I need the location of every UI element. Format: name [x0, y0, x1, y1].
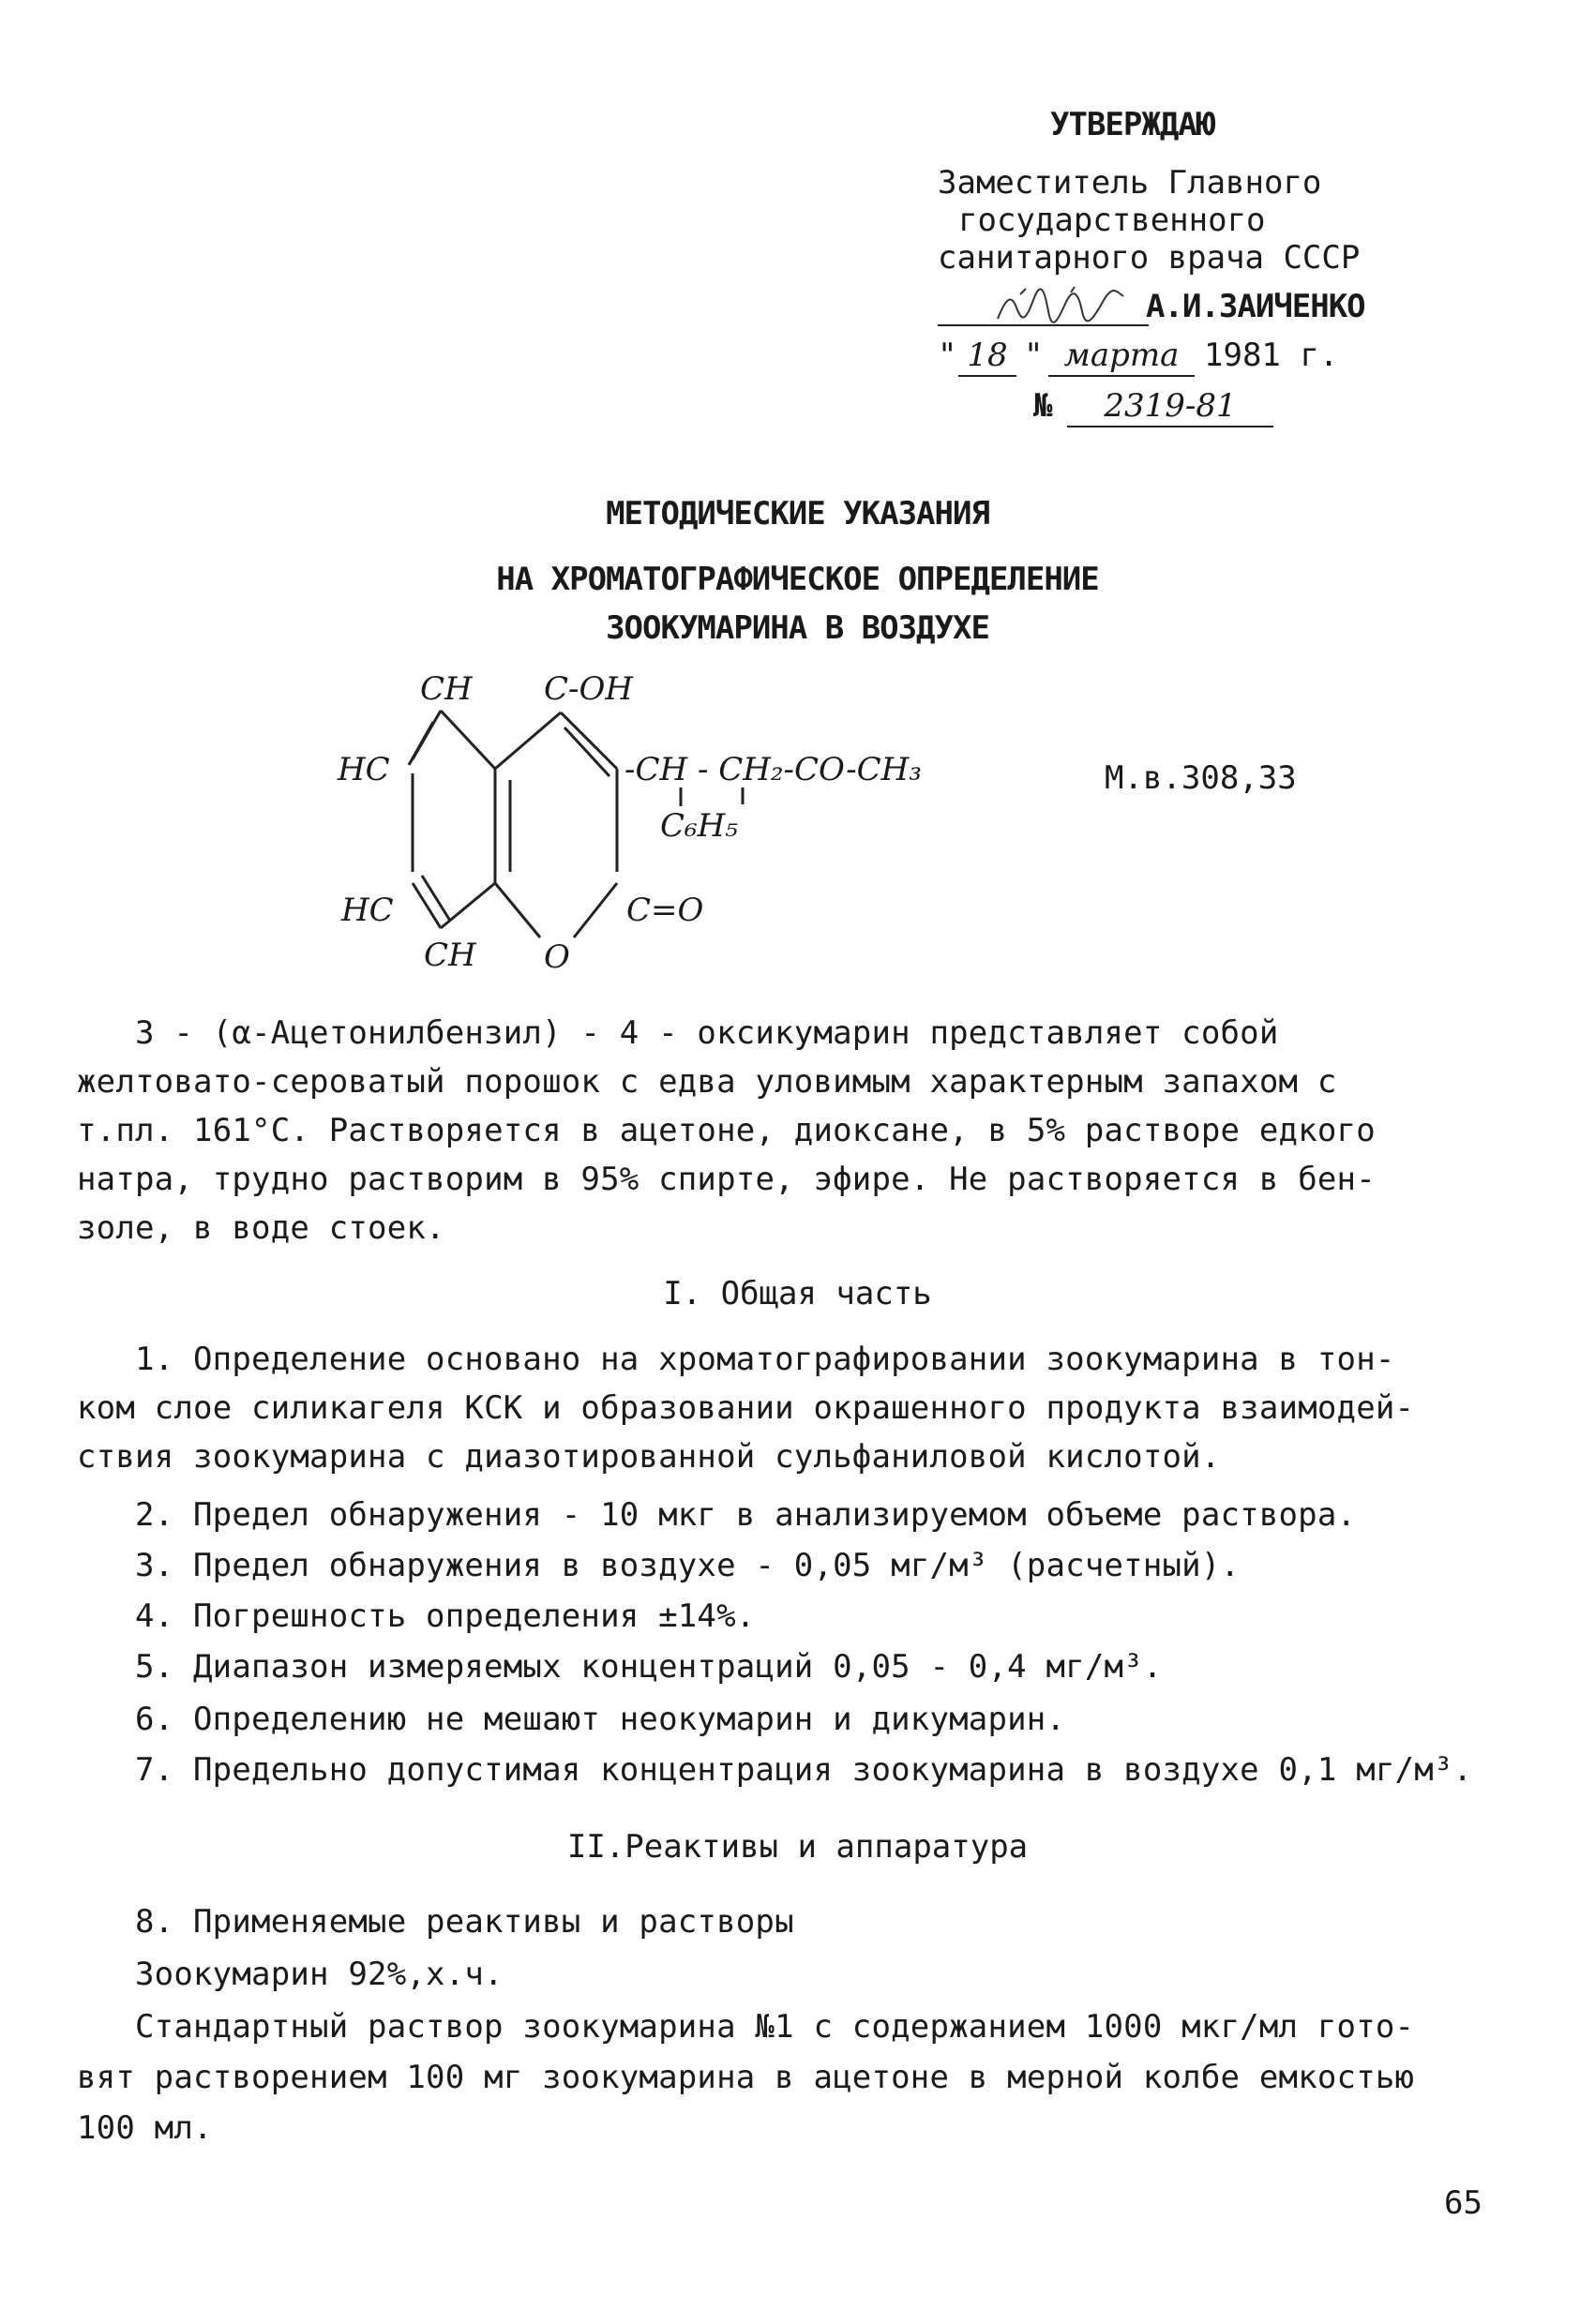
description-line5: золе, в воде стоек. [77, 1209, 445, 1247]
formula-c6h5: C₆H₅ [660, 807, 738, 845]
description-line1: 3 - (α-Ацетонилбензил) - 4 - оксикумарин представляет собой [135, 1014, 1279, 1052]
approval-date [938, 336, 1425, 384]
number-sign: № [1033, 387, 1053, 425]
item8: 8. Применяемые реактивы и растворы [135, 1903, 794, 1941]
molecular-weight: М.в.308,33 [1105, 759, 1297, 797]
date-month: марта [1048, 336, 1195, 377]
std-line2: вят растворением 100 мг зоокумарина в ацетоне в мерной колбе емкостью [77, 2059, 1415, 2096]
description-line2: желтовато-сероватый порошок с едва уловимым характерным запахом с [77, 1063, 1337, 1101]
item3: 3. Предел обнаружения в воздухе - 0,05 мг/м³ (расчетный). [135, 1547, 1241, 1584]
description-line3: т.пл. 161°С. Растворяется в ацетоне, диоксане, в 5% растворе едкого [77, 1112, 1376, 1149]
formula-hc-lower: HC [341, 892, 394, 929]
std-line3: 100 мл. [77, 2109, 213, 2147]
std-line1: Стандартный раствор зоокумарина №1 с содержанием 1000 мкг/мл гото- [135, 2008, 1415, 2046]
approval-position-line1: Заместитель Главного [938, 164, 1322, 202]
document-number: 2319-81 [1067, 386, 1273, 427]
item7: 7. Предельно допустимая концентрация зоокумарина в воздухе 0,1 мг/м³. [135, 1751, 1473, 1789]
section1-heading: I. Общая часть [663, 1275, 932, 1312]
item1-line2: ком слое силикагеля КСК и образовании окрашенного продукта взаимодей- [77, 1389, 1415, 1427]
title-line2: НА ХРОМАТОГРАФИЧЕСКОЕ ОПРЕДЕЛЕНИЕ [496, 561, 1099, 598]
title-line1: МЕТОДИЧЕСКИЕ УКАЗАНИЯ [606, 495, 989, 532]
signature-row [938, 283, 1425, 332]
item1-line3: ствия зоокумарина с диазотированной сульфаниловой кислотой. [77, 1438, 1221, 1476]
approval-position-line2: государственного [958, 202, 1266, 239]
formula-o-ring: O [544, 938, 570, 976]
approval-position-line3: санитарного врача СССР [938, 239, 1361, 277]
item2: 2. Предел обнаружения - 10 мкг в анализируемом объеме раствора. [135, 1496, 1357, 1534]
date-quote-open: " [938, 337, 957, 374]
formula-c-eq-o: C=O [626, 892, 704, 929]
approval-number [1033, 386, 1292, 433]
date-year: 1981 г. [1204, 337, 1339, 374]
approval-heading: УТВЕРЖДАЮ [1050, 106, 1215, 143]
title-line3: ЗООКУМАРИНА В ВОЗДУХЕ [606, 609, 989, 647]
formula-hc-upper: HC [338, 751, 390, 788]
item1-line1: 1. Определение основано на хроматографировании зоокумарина в тон- [135, 1341, 1395, 1378]
signatory-name: А.И.ЗАИЧЕНКО [1146, 288, 1365, 325]
date-quote-close: " [1024, 337, 1044, 374]
handwritten-signature [992, 283, 1133, 328]
item4: 4. Погрешность определения ±14%. [135, 1597, 756, 1635]
item5: 5. Диапазон измеряемых концентраций 0,05 - 0,4 мг/м³. [135, 1648, 1163, 1686]
reagent1: Зоокумарин 92%,х.ч. [135, 1956, 504, 1993]
structural-formula [319, 675, 994, 984]
description-line4: натра, трудно растворим в 95% спирте, эфире. Не растворяется в бен- [77, 1161, 1376, 1198]
formula-side-chain: -CH - CH₂-CO-CH₃ [624, 751, 922, 788]
formula-c-oh: C-OH [544, 675, 634, 708]
formula-ch-top: CH [420, 675, 473, 708]
item6: 6. Определению не мешают неокумарин и дикумарин. [135, 1701, 1066, 1738]
page-number: 65 [1444, 2184, 1482, 2222]
formula-ch-bottom: CH [424, 937, 476, 974]
section2-heading: II.Реактивы и аппаратура [566, 1828, 1029, 1866]
date-day: 18 [958, 336, 1016, 377]
